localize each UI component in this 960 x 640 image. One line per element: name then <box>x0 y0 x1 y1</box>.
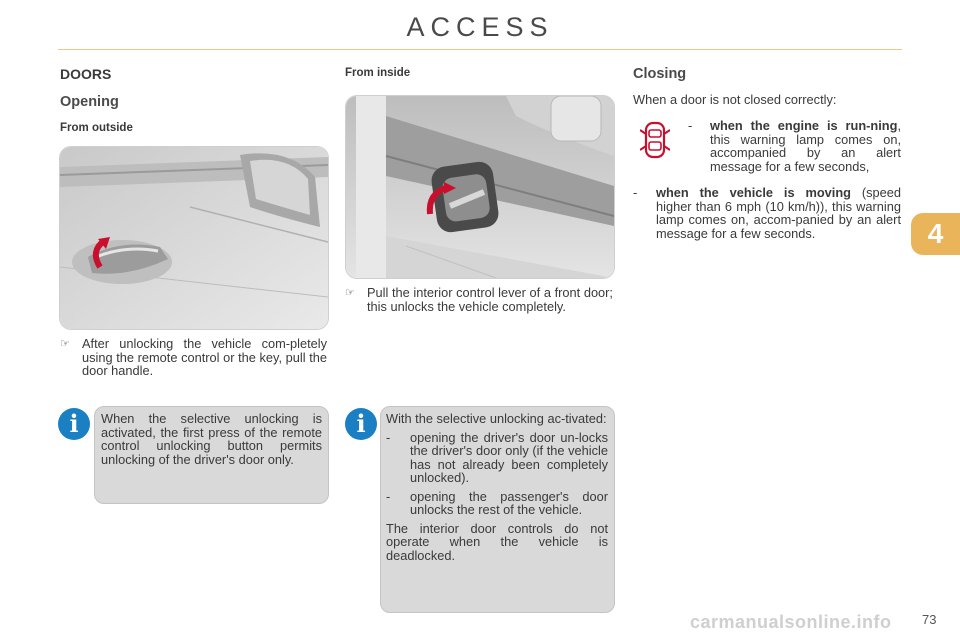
hand-pointer-icon: ☞ <box>345 287 355 299</box>
info-text-outside: When the selective unlocking is activated, the first press of the remote control unlocking button permits unlocking of the driver's door only. <box>101 411 322 467</box>
info-icon: i <box>58 408 90 440</box>
chapter-tab: 4 <box>911 213 960 255</box>
outside-door-handle-image <box>59 146 329 330</box>
info-footer: The interior door controls do not operate when the vehicle is deadlocked. <box>386 520 608 563</box>
header-divider <box>58 49 902 50</box>
inside-door-lever-image <box>345 95 615 279</box>
closing-intro: When a door is not closed correctly: <box>633 92 837 107</box>
from-outside-heading: From outside <box>60 122 133 134</box>
doors-heading: DOORS <box>60 66 112 82</box>
watermark: carmanualsonline.info <box>690 612 892 632</box>
page-title: ACCESS <box>406 12 554 42</box>
inside-instruction <box>345 286 613 313</box>
from-inside-heading: From inside <box>345 67 411 79</box>
info-text-inside <box>386 412 608 567</box>
closing-heading: Closing <box>633 66 687 82</box>
closing-item-vehicle-moving: - when the vehicle is moving (speed higher than 6 mph (10 km/h)), this warning lamp comes on, accom-panied by an alert message for a few seconds. <box>633 185 901 241</box>
opening-heading: Opening <box>60 94 119 110</box>
hand-pointer-icon: ☞ <box>60 338 70 350</box>
info-list-item: - opening the passenger's door unlocks the rest of the vehicle. <box>386 488 608 517</box>
info-list-item: - opening the driver's door un-locks the driver's door only (if the vehicle has not already been completely unlocked). <box>386 429 608 485</box>
inside-instruction-text: Pull the interior control lever of a front door; this unlocks the vehicle completely. <box>367 285 613 314</box>
info-intro: With the selective unlocking ac-tivated: <box>386 411 607 426</box>
outside-instruction <box>60 337 327 378</box>
page-number: 73 <box>922 612 937 627</box>
closing-item-engine-running: - when the engine is run-ning, this warning lamp comes on, accompanied by an alert message for a few seconds, <box>688 118 901 174</box>
info-icon: i <box>345 408 377 440</box>
outside-instruction-text: After unlocking the vehicle com-pletely using the remote control or the key, pull the door handle. <box>82 336 327 378</box>
door-open-warning-icon <box>640 120 670 160</box>
